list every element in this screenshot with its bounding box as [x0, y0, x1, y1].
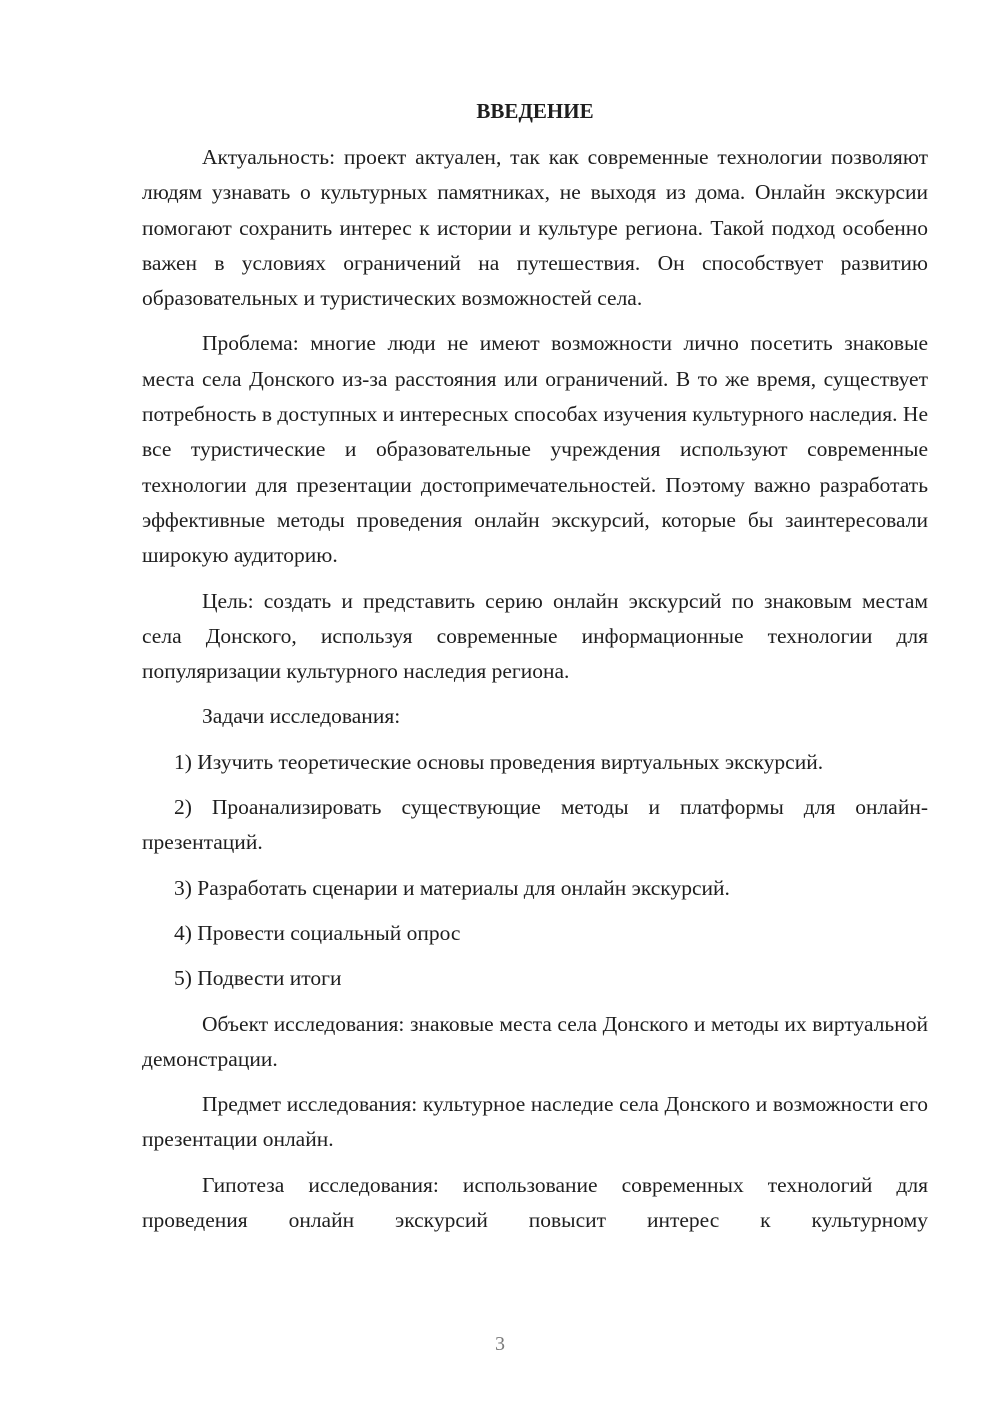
task-item-2: 2) Проанализировать существующие методы и платформы для онлайн-презентаций.: [142, 795, 928, 855]
paragraph-goal: Цель: создать и представить серию онлайн экскурсий по знаковым местам села Донского, используя современные информационные технологии для популяризации культурного наследия региона.: [142, 588, 928, 684]
paragraph-relevance: Актуальность: проект актуален, так как современные технологии позволяют людям узнавать о культурных памятниках, не выходя из дома. Онлайн экскурсии помогают сохранить интерес к истории и культуре региона. Такой подход особенно важен в условиях ограничений на путешествия. Он способствует развитию образовательных и туристических возможностей села.: [142, 145, 928, 311]
paragraph-problem: Проблема: многие люди не имеют возможности лично посетить знаковые места села Донского из-за расстояния или ограничений. В то же время, существует потребность в доступных и интересных способах изучения культурного наследия. Не все туристические и образовательные учреждения используют современные технологии для презентации достопримечательностей. Поэтому важно разработать эффективные методы проведения онлайн экскурсий, которые бы заинтересовали широкую аудиторию.: [142, 331, 928, 568]
paragraph-hypothesis: Гипотеза исследования: использование современных технологий для проведения онлайн экскурсий повысит интерес к культурному: [142, 1172, 928, 1233]
section-heading: ВВЕДЕНИЕ: [476, 99, 594, 123]
task-item-1: 1) Изучить теоретические основы проведения виртуальных экскурсий.: [174, 749, 824, 774]
task-item-3: 3) Разработать сценарии и материалы для онлайн экскурсий.: [174, 875, 730, 900]
paragraph-tasks-heading: Задачи исследования:: [202, 704, 401, 729]
task-item-4: 4) Провести социальный опрос: [174, 920, 461, 945]
page-number: 3: [495, 1333, 505, 1355]
document-page: [142, 94, 928, 1248]
paragraph-subject: Предмет исследования: культурное наследие села Донского и возможности его презентации онлайн.: [142, 1092, 928, 1152]
task-item-5: 5) Подвести итоги: [174, 966, 342, 991]
paragraph-object: Объект исследования: знаковые места села Донского и методы их виртуальной демонстрации.: [142, 1011, 928, 1071]
